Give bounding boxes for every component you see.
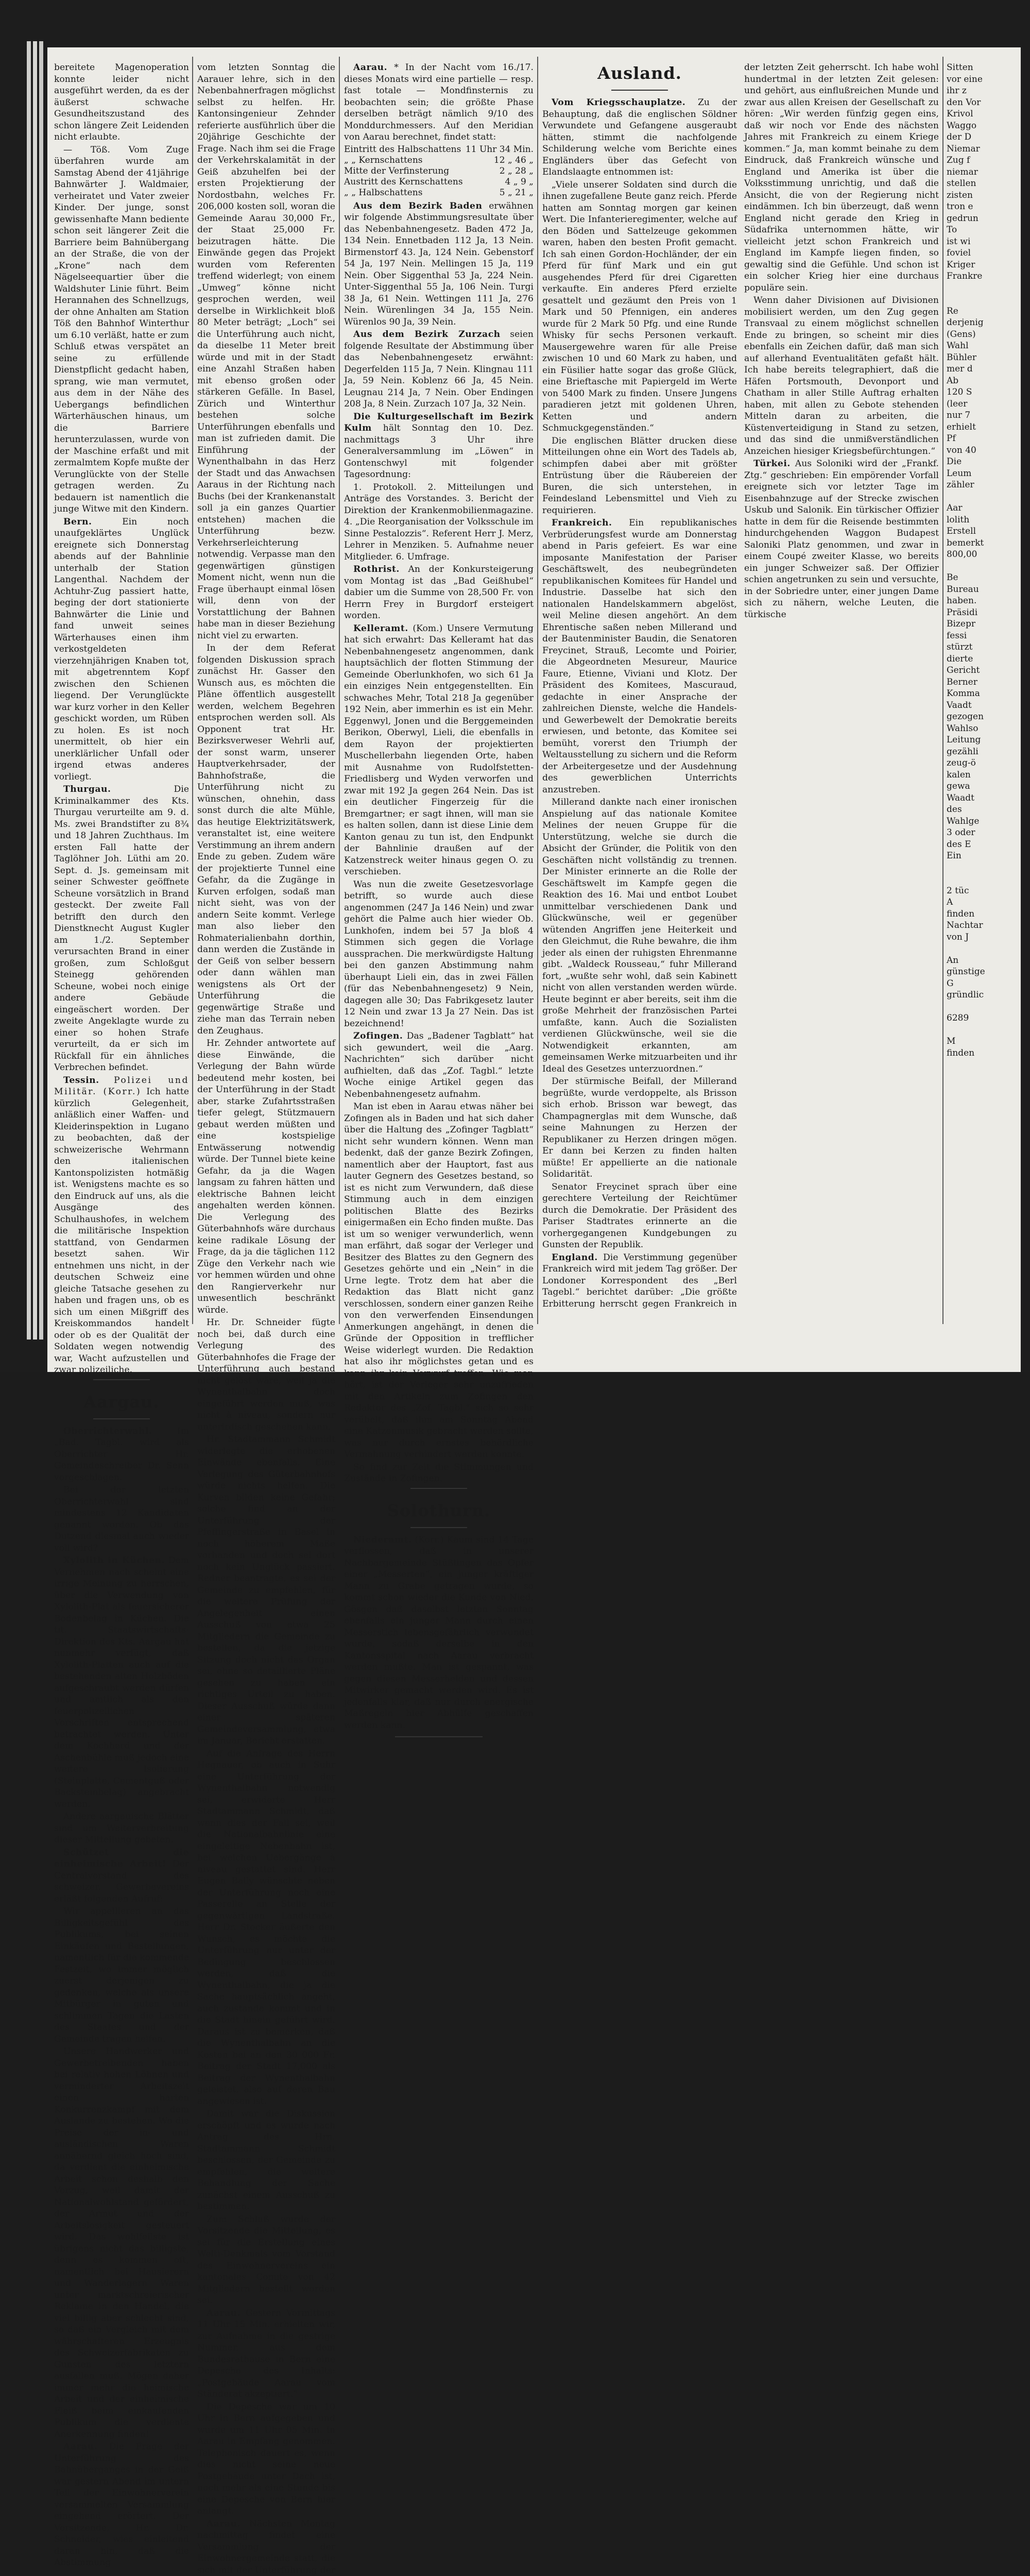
article-lead: Oberrichterwahl. [63,1426,152,1436]
fragment-line: Zug f [947,155,1019,166]
fragment-line: Präsidi [947,607,1019,619]
fragment-line: lolith [947,514,1019,526]
article-text: Nächsten Montag nachmittag findet eine Versammlung der Einwohnergemeinde statt, die sich mit der Unterführung der [197,2519,335,2576]
place-label: Aarau. [63,2442,97,2452]
fragment-line: Pf [947,433,1019,445]
article-text: Senator Freycinet sprach über eine gerechtere Verteilung der Reichtümer durch die Demokratie. Der Präsident des Pariser Stadtrates erinnerte an die vorhergegangenen Kundgebungen zu Gunsten der Republik. [542,1181,737,1251]
article-text: 1. Protokoll. 2. Mitteilungen und Anträge des Vorstandes. 3. Bericht der Direktion der Krankenmobilienmagazine. 4. „Die Reorganisation der Volksschule im Sinne Pestalozzis“. Referent Herr J. Merz, Lehrer in Menziken. 5. Aufnahme neuer Mitglieder. 6. Umfrage. [344,482,534,563]
article-text: Ich hatte kürzlich Gelegenheit, anläßlich einer Waffen- und Kleiderinspektion in Lugano zu beobachten, daß der schweizerische Wehrmann den italienischen Kantonspolizisten hotmäßig ist. Wenigstens machte es so den Eindruck auf uns, als die Ausgänge des Schulhaushofes, in welchem die militärische Inspektion stattfand, von Gendarmen besetzt sahen. Wir entnehmen uns nicht, in der deutschen Schweiz eine gleiche Tatsache gesehen zu haben und fragen uns, ob es sich um einen Mißgriff des Kreiskommandos handelt oder ob es der Qualität der Soldaten wegen notwendig war, Wacht aufzustellen und zwar polizeiliche. [54,1087,189,1375]
fragment-line: den Vor [947,97,1019,109]
article-text: (Korr.) Kaum sind 14 Tage verflossen, daß in unserer Nachbargemeinde Stüßlingen das Opfer einer „Messerten“, ein junger kräftiger Mann zu Grabe getragen wurde, so kommt schon wieder die Kunde von Nied. Gösgen daß daselbst letzten Sonntag ebenfalls ein junger Mann durch einen Messerstich lebensgefährlich verwundet wurde, sodaß derselbe in den Kantonsspital nach Aarau verbracht werden mußte. Man ist gespannt, was gegen diesen Messerhelden und dessen Mitwirker gemacht werden wird. Es ist jedenfalls klar, daß nur durch energische Maßregeln hier Abhülfe geschaffen werden kann. [344,1535,534,1731]
fragment-line: gewa [947,781,1019,792]
article-text: Hr. Zehnder antwortete auf diese Einwände, die Verlegung der Bahn würde bedeutend mehr kosten, bei der Unterführung in der Stadt aber, starke Zufahrtsstraßen tiefer gelegt, Stützmauern gebaut werden müßten und eine kostspielige Entwässerung notwendig würde. Der Tunnel biete keine Gefahr, da ja die Wagen langsam zu fahren hätten und elektrische Bahnen leicht angehalten werden können. Die Verlegung des Güterbahnhofs wäre durchaus keine radikale Lösung der Frage, da ja die täglichen 112 Züge den Verkehr nach wie vor hemmen würden und ohne den Rangierverkehr nur unwesentlich beschränkt würde. [197,1038,335,1316]
article-text: Ein noch unaufgeklärtes Unglück ereignete sich Donnerstag abends auf der Bahnlinie unterhalb der Station Langenthal. Nachdem der Achtuhr-Zug passiert hatte, beging der dort stationierte Bahnwärter die Linie und fand unweit seines Wärterhauses einen ihm verkostgeldeten vierzehnjährigen Knaben tot, mit abgetrenntem Kopf zwischen den Schienen liegend. Der Verunglückte war kurz vorher in den Keller geschickt worden, um Rüben zu holen. Es ist noch unermittelt, ob hier ein unerklärlicher Unfall oder irgend etwas anderes vorliegt. [54,517,189,782]
eclipse-phase: Austritt des Kernschattens [344,177,465,188]
fragment-line: Aar [947,502,1019,514]
section-heading-ausland: Ausland. [542,62,737,84]
column-divider [537,57,538,1324]
place-label: Aarau. [207,2308,241,2318]
binding-edge [33,41,37,1340]
article-text: Man ist eben in Aarau etwas näher bei Zofingen als in Baden und hat sich daher über die Haltung des „Zofinger Tagblatt“ nicht sehr wundern können. Wenn man bedenkt, daß der ganze Bezirk Zofingen, namentlich aber der Hauptort, fast aus lauter Gegnern des Gesetzes bestand, so ist es nicht zum Verwundern, daß diese Stimmung auch in dem einzigen politischen Blatte des Bezirks einigermaßen ein Echo finden mußte. Das ist um so weniger verwunderlich, wenn man erfährt, daß sogar der Verleger und Besitzer des Blattes zu den Gegnern des Gesetzes gehörte und ein „Nein“ in die Urne legte. Trotz dem hat aber die Redaktion das Blatt nicht ganz verschlossen, sondern einer ganzen Reihe von den verwerfenden Einsendungen Anmerkungen angehängt, in denen die Gründe der Opposition in trefflicher Weise widerlegt wurden. Die Redaktion hat also ihr möglichstes getan und es kann ihr kein Vorwurf treffen. Wie man hört, ist der Verleger sehr unzufrieden mit den Artikeln zum Zofingen den Redaktor des „Zof. Tagbl.“ sich so sehr verübelt, daß ihm am Sonntag Abend eine Katzenmusik gebracht werden sollte, was nur durch ernstes behördliche Vermahnung verhindert werden konnte. [344,1101,534,1461]
article-text: erwähnen wir folgende Abstimmungsresultate über das Nebenbahnengesetz. Baden 472 Ja, 134 Nein. Ennetbaden 112 Ja, 13 Nein. Birmenstorf 43. Ja, 124 Nein. Gebenstorf 54 Ja, 197 Nein. Mellingen 15 Ja, 119 Nein. Ober Siggenthal 53 Ja, 224 Nein. Unter-Siggenthal 55 Ja, 106 Nein. Turgi 38 Ja, 61 Nein. Wettingen 111 Ja, 276 Nein. Würenlingen 34 Ja, 155 Nein. Würenlos 90 Ja, 39 Nein. [344,201,534,327]
fragment-line: Leitung [947,734,1019,746]
article-rothrist [344,564,534,622]
article-text: Die Depesche war um 10 Uhr in Bern aufgegeben und wurde um 11 Uhr 05 Min. in Aarau in Empfang genommen. Telephonisch dauert es, wenn dies nicht seine neue Postgebäude unter Dach ist, noch mehr als eine Stunde bis eine Depesche von Bern hier anlangt. [197,2401,335,2517]
fragment-line: Bureau [947,584,1019,596]
article-thurgau [54,784,189,1074]
fragment-line: der D [947,131,1019,143]
article-text: „Viele unserer Soldaten sind durch die ihnen zugefallene Beute ganz reich. Pferde hatten am Sonntag morgen gar keinen Wert. Die Infanterieregimenter, welche auf den Böden und Sattelzeuge gekommen waren, haben den besten Profit gemacht. Ich sah einen Gordon-Hochländer, der ein Pferd für fünf Mark und ein gut ausgehendes Pferd für drei Cigaretten verkaufte. Ein anderes Pferd erzielte gesattelt und gezäumt den Preis von 1 Mark und 50 Pfennigen, ein anderes wurde für 2 Mark 50 Pfg. und eine Runde Whisky für sechs Personen verkauft. Mausergewehre waren für alle Preise zwischen 10 und 60 Mark zu haben, und ein Füsilier hatte sogar das große Glück, eine Brieftasche mit Papiergeld im Werte von 5400 Mark zu finden. Unsere Jungens paradieren jetzt mit goldenen Uhren, Ketten und andern Schmuckgegenständen.“ [542,179,737,434]
article-lead: Aus dem Bezirk Zurzach [353,329,501,340]
fragment-line: niemar [947,166,1019,178]
eclipse-phase: Eintritt des Halbschattens [344,144,465,155]
fragment-line: haben. [947,595,1019,607]
article-text: Ein republikanisches Verbrüderungsfest wurde am Donnerstag abend in Paris gefeiert. Es war eine imposante Manifestation der Pariser Geschäftswelt, des neubegründeten republikanischen Komitees für Handel und Industrie. Dasselbe hat sich den nationalen Handelskammern abgelöst, weil Meline diesen angehört. An dem Ehrentische saßen neben Millerand und der Bautenminister Baudin, die Senatoren Freycinet, Strauß, Lecomte und Poirier, die Abgeordneten Mesureur, Maurice Faure, Etienne, Viviani und Klotz. Der Präsident des Komitees, Mascuraud, gedachte in einer Ansprache der zahlreichen Dienste, welche die Handels- und Gewerbewelt der Demokratie bereits erwiesen, und betonte, das Komitee sei bemüht, vorerst den Triumph der Weltausstellung zu sichern und die Reform der Arbeitergesetze und der Ausdehnung des gewerblichen Unterrichts anzustreben. [542,518,737,795]
table-row [344,144,534,155]
article-zofingen [344,1030,534,1100]
fragment-line [947,862,1019,874]
table-row [344,188,534,198]
article-aarau-depesche [197,2308,335,2400]
article-lead: Aus dem Bezirk Baden [353,201,482,211]
eclipse-time: 5 „ 21 „ [465,188,534,198]
column-3 [344,62,534,1319]
article-xylolith [54,1555,189,1810]
eclipse-time: 2 „ 28 „ [465,166,534,177]
fragment-line: Sitten [947,62,1019,74]
fragment-line: Krivol [947,108,1019,120]
fragment-line: gezähli [947,746,1019,758]
article-kelleramt [344,623,534,878]
fragment-line: (Gens) [947,329,1019,341]
article-text: An der Konkursteigerung vom Montag ist das „Bad Geißhubel“ dabier um die Summe von 28,500 Fr. von Herrn Frey in Burgdorf ersteigert worden. [344,564,534,621]
section-rule [611,90,668,91]
fragment-line: finden [947,1047,1019,1059]
article-text: Zu der Behauptung, daß die englischen Söldner Verwundete und Gefangene ausgeraubt hätten, stimmt die nachfolgende Schilderung welche vom Berichte eines Engländers über das Gefecht von Elandslaagte entnommen ist: [542,97,737,177]
fragment-line: Re [947,306,1019,317]
fragment-line: Waggo [947,120,1019,132]
eclipse-timetable [344,144,534,198]
article-zurzach [344,329,534,410]
column-1 [54,62,189,1319]
fragment-line: Die [947,456,1019,468]
fragment-line: stürzt [947,641,1019,653]
article-text: Die Verstimmung gegenüber Frankreich wird mit jedem Tag größer. Der Londoner Korrespondent des „Berl Tagebl.“ berichtet darüber: „Die größte Erbitterung herrscht gegen Frankreich in der letzten Zeit geherrscht. Ich habe wohl hundertmal in der letzten Zeit gelesen: und gehört, aus einflußreichen Munde und zwar aus allen Kreisen der Gesellschaft zu hören: „Wir werden fünfzig gegen eins, daß wir noch vor Ende des nächsten Jahres mit Frankreich zu einem Kriege kommen.“ Ja, man kommt beinahe zu dem Eindruck, daß Frankreich wünsche und England und Amerika ist über die Volksstimmung unrichtig, und daß die Ansicht, die von der Regierung nicht eindämmen. Ich bin überzeugt, daß wenn England nicht gerade den Krieg in Südafrika unternommen hätte, wir vielleicht jetzt schon Frankreich und England im Kampfe liegen finden, so gewaltig sind die Gefühle. Und schon ist ein solcher Krieg hier eine durchaus populäre sein. [542,62,939,1309]
fragment-line: Kriger [947,259,1019,271]
article-text: Aus Soloniki wird der „Frankf. Ztg.“ geschrieben: Ein empörender Vorfall ereignete sich vor letzter Tage im Eisenbahnzuge auf der Strecke zwischen Uskub und Salonik. Ein türkischer Offizier hatte in dem für die Reisende bestimmten hindurchgehenden Waggon Budapest Saloniki Platz genommen, und zwar in einem Coupé zweiter Klasse, wo bereits ein junger Schweizer saß. Der Offizier schien angetrunken zu sein und versuchte, in der Sobriedre unter, einer jungen Dame sich zu nähern, welche Leuten, die türkische [744,459,939,620]
fragment-line: (leer [947,398,1019,410]
fragment-line: zähler [947,479,1019,491]
fragment-line [947,1001,1019,1013]
fragment-line: mer d [947,363,1019,375]
section-rule [93,1418,150,1419]
fragment-line: dierte [947,653,1019,665]
article-text: Zum Schluß wurde der Vorsitzende die Mitteilung, es sei für die Erstellung eines Welti-Denkmals vom Vorstand des Einwohnervereins ein kantonales Comite von 42 Mitgliedern bestellt worden sei. [197,2214,335,2307]
article-arbeit [54,1847,189,1905]
fragment-line: zisten [947,190,1019,201]
article-text: Hr. Dr. Schneider fügte noch bei, daß durch eine Verlegung des Güterbahnhofes die Frage der Unterführung auch bestand nicht gelöst wäre, weil ja die Wynenthalbahn doch eingeführt werden muß, was nicht à niveau, sondern nur unterirdisch geschehen kann. [197,1317,335,1433]
fragment-line [947,561,1019,572]
article-mondfinsternis [344,62,534,143]
fragment-line: Ein [947,850,1019,862]
article-text: Das „Badener Tagblatt“ hat sich gewundert, weil die „Aarg. Nachrichten“ sich darüber nicht aufhielten, daß das „Zof. Tagbl.“ letzte Woche einige Artikel gegen das Nebenbahnengesetz aufnahm. [344,1031,534,1099]
article-lead: Die Kulturgesellschaft im Bezirk Kulm [344,412,534,434]
article-aarau-montag [197,2518,335,2576]
article-text: * In der Nacht vom 16./17. dieses Monats wird eine partielle — resp. fast totale — Mondfinsternis zu beobachten sein; die größte Phase derselben beträgt nämlich 9/10 des Monddurchmessers. Auf den Meridian von Aarau berechnet, findet statt: [344,62,534,142]
column-2 [197,62,335,1319]
fragment-line: Waadt [947,792,1019,804]
fragment-line [947,294,1019,306]
fragment-line: vor eine [947,74,1019,86]
column-4 [542,62,939,1319]
fragment-line: foviel [947,247,1019,259]
article-text: Andere aargauische Blätter sind um Weiterverbreitung dieser Mitteilung gebeten. [54,1811,189,1846]
place-label: Thurgau. [63,784,111,794]
fragment-line: des E [947,839,1019,851]
fragment-line: derjenig [947,317,1019,329]
place-label: Aarau. [207,2519,241,2529]
fragment-line: ihr z [947,85,1019,97]
fragment-line: Vaadt [947,700,1019,711]
article-text: In der dem Referat folgenden Diskussion sprach zunächst Hr. Gasser den Wunsch aus, es möchten die Pläne öffentlich ausgestellt werden, welchem Begehren entsprochen werden soll. Als Opponent trat Hr. Bezirksverweser Wehrli auf, der sonst warm, unserer Hauptverkehrsader, der Bahnhofstraße, die Unterführung nicht zu wünschen, ohnehin, dass sonst durch die alte Mühle, das heutige Elektrizitätswerk, veranstaltet ist, eine weitere Verstimmung an ihrem andern Ende zu geben. Zudem wäre der projektierte Tunnel eine Gefahr, da die Zugänge in Kurven erfolgen, sodaß man nicht sieht, was von der andern Seite kommt. Verlege man also lieber den Rohmaterialienbahn dorthin, dann werden die Zustände in der Geiß von selber bessern oder dann wählen man wenigstens als Ort der Unterführung die gegenwärtige Straße und ziehe man das Terrain neben den Zeughaus. [197,642,335,1037]
fragment-line: A [947,896,1019,908]
fragment-line: 3 oder [947,827,1019,839]
article-text: Der Centralvorstand des schweizer. Gewerbevereins erläßt folgenden Aufruf: [54,1859,189,1904]
article-text: Die Frage der Unterführung des Bahnüberganges in der Geiß war gestern Abend im untern Teil der Einwohnerverein versammelten Versammlung eingehend erörtert. Der Vorsitzende, Hr. Dr. Schneider, wies einleitend daran hin, daß die Abstimmung [54,2442,189,2568]
fragment-line: ist wi [947,236,1019,248]
eclipse-phase: „ „ Halbschattens [344,188,465,198]
fragment-line: des [947,804,1019,816]
article-text: Millerand dankte nach einer ironischen Anspielung auf das nationale Komitee Melines der neuen Gruppe für die Unterstützung, welche sie durch die Absicht der Gründer, die Politik von den Geschäften nicht vollständig zu trennen. Der Minister erinnerte an die Rolle der Geschäftswelt im Kampfe gegen die Reaktion des 16. Mai und entbot Loubet unmittelbar verschiedenen Dank und Glückwünsche, weil er gegenüber wütenden Angriffen jene Heiterkeit und den Gleichmut, die Ruhe bewahre, die ihm jeder als einen der ruhigsten Ehrenmanne gibt. „Waldeck Rousseau,“ fuhr Millerand fort, „wußte sehr wohl, daß sein Kabinett nicht von allen verstanden werden würde. Heute beginnt er aber bereits, seit ihm die große Mehrheit der französischen Partei umfaßte, kann. Auch die Sozialisten verdienen Glückwünsche, weil sie die Notwendigkeit erkannten, am gemeinsamen Werke mitzuarbeiten und ihr Ideal des Gesetzes unterzuordnen.“ [542,796,737,1075]
place-label: Kelleramt. [353,623,408,634]
section-rule [410,1488,467,1489]
article-text: Gestern Vormittags 11 Uhr 15 Min. erhielten wir, zur Aufnahme in die gestrige Nummer, aus dem Bundesrathause in Bern eine Depesche des Inhalts: „Postgebäude Aarau vom Ständerat akzeptiert.“ [197,2308,335,2400]
fragment-line: An [947,955,1019,967]
article-text: Wir appellieren an das Billigkeitsgefühl des Publikums, bei seinen Einkäufen und Bestellungen, namentlich für die kommende Festzeit, wo immer möglich zuerst derjenigen zu gedenken, welche als unsere Mitbürger in guten und schlimmen Tagen die Lasten des Staates und der Gemeinde tragen helfen. [54,1906,189,2045]
fragment-line: fessi [947,630,1019,642]
article-text: Wenn daher Divisionen auf Divisionen mobilisiert werden, um den Zug gegen Transvaal zu einem möglichst schnellen Ende zu bringen, so scheint mir dies ebenfalls ein Zeichen dafür, daß man sich auf allerhand Eventualitäten gefaßt hält. Ich habe bereits telegraphiert, daß die Häfen Portsmouth, Devonport und Chatham in aller Stille Auftrag erhalten haben, mit allen zu Gebote stehenden Mitteln daran zu arbeiten, die Küstenverteidigung in Stand zu setzen, und das sind die unmißverständlichen Anzeichen hiesiger Kriegsbefürchtungen.“ [744,295,939,457]
article-text: Der stürmische Beifall, der Millerand begrüßte, wurde verdoppelte, als Brisson sich erhob. Brisson war bewegt, das Champagnerglas mit dem Wunsche, daß seine Mahnungen zu Herzen der Republikaner zu Herzen dringen mögen. Er dann bei Kerzen zu finden halten müßte! Er appellierte an die nationale Solidarität. [542,1076,737,1180]
article-text: seien folgende Resultate der Abstimmung über das Nebenbahnengesetz erwähnt: Degerfelden 115 Ja, 7 Nein. Klingnau 111 Ja, 59 Nein. Koblenz 66 Ja, 45 Nein. Leugnau 214 Ja, 7 Nein. Ober Endingen 208 Ja, 8 Nein. Zurzach 107 Ja, 32 Nein. [344,329,534,409]
article-kriegsschauplatz [542,97,737,178]
fragment-line: 2 tüc [947,885,1019,897]
place-label: Rothrist. [353,564,400,574]
article-lead: Schützet die einheimische Arbeit! [54,1848,189,1870]
fragment-line: To [947,224,1019,236]
article-frankreich [542,517,737,795]
article-text: So find zur Zeit die Stimmungen und Zustände in Zofingen. [344,1462,534,1485]
fragment-line: gedrun [947,213,1019,225]
fragment-line: von J [947,931,1019,943]
article-tuerkei [744,458,939,620]
fragment-line: 120 S [947,386,1019,398]
fragment-line: Be [947,572,1019,584]
eclipse-phase: Mitte der Verfinsterung [344,166,465,177]
place-label: Tessin. [63,1075,99,1086]
fragment-line: nur 7 [947,410,1019,421]
fragment-line: gezogen [947,711,1019,723]
place-label: Bern. [63,517,92,527]
fragment-line: Berner [947,676,1019,688]
article-text: Bei der letzten Oberrichterwahl sind mindestens 12 Kandidaten genannt worden. Ob das Dutzend diesmal auch wieder voll wird? [54,1484,189,1554]
article-subtitle: Polizei und Militär. (Korr.) [54,1075,189,1097]
article-text: (Kom.) Unsere Vermutung hat sich erwahrt: Das Kelleramt hat das Nebenbahnengesetz angenommen, dank hauptsächlich der flotten Stimmung der Gemeinde Oberlunkhofen, wo sich 61 Ja ein einziges Nein entgegenstellten. Ein schwaches Mehr, Total 218 Ja gegenüber 192 Nein, aber immerhin es ist ein Mehr. Eggenwyl, Jonen und die Berggemeinden Berikon, Oberwyl, Lieli, die ebenfalls in dem Rayon der projektierten Muschellerbahn liegenden Orte, haben mit Ausnahme von Rudolfstetten-Friedlisberg und Wyden verworfen und zwar mit 192 Ja gegen 264 Nein. Das ist ein deutlicher Fingerzeig für die Bremgartner; er sagt ihnen, will man sie es halten sollen, dann ist diese Linie dem Kanton genau zu tun ist, den Endpunkt der Bahnlinie draußen auf der Katzenstreck weiter hinaus gegen O. zu verschieben. [344,623,534,877]
article-text: Hr. Stadtammann Schmidt widerlegte die erhobenen Einwände ebenfalls. Eine Verlegung des Güterbahnhofs würde nichts helfen. Die Kurven bilden keine Gefahr; solche find an der Unterführung der Pfeffingerstraße in Basel in noch höherem Maße vorhanden und doch sei dort noch kein Unglück passiert. Redner beantragte, es sei der Gemeinde zu empfehlen, für die weitere Prüfung der Angelegenheit einen Ausschuß von etwa 25 Mitgliedern die Gemeinde zu bestellen, da die jetzige Sitzung doch nicht das Organ sei, ohne so detaillierte Pläne gesehen zu haben ein richtiges Urteil zu haben. Dieser Ausschuß würde dann einer späteren Gemeindeversammlung, etwa im Januar, Bericht erstatten. [197,1434,335,1747]
fragment-line: Bühler [947,352,1019,364]
section-rule [395,1736,483,1737]
fragment-line: günstige [947,966,1019,978]
table-row [344,177,534,188]
fragment-line: 6289 [947,1012,1019,1024]
article-text: vom letzten Sonntag die Aarauer lehre, sich in den Nebenbahnerfragen möglichst selbst zu helfen. Hr. Kantonsingenieur Zehnder referierte ausführlich über die 20jährige Geschichte der Frage. Nach ihm sei die Frage der Verkehrskalamität in der Geiß abzuhelfen bei der ersten Projektierung der Nordostbahn, welches Fr. 206,000 kosten soll, woran die Gemeinde Aarau 30,000 Fr., der Staat 25,000 Fr. beizutragen hätte. Die Einwände gegen das Projekt wurden vom Referenten treffend widerlegt; von einem „Umweg“ könne nicht gesprochen werden, weil derselbe in Wirklichkeit bloß 80 Meter beträgt; „Loch“ sei die Unterführung auch nicht, da dieselbe 11 Meter breit würde und mit in der Stadt eine Anzahl Straßen haben mit ebenso großen oder stärkeren Gefälle. In Basel, Zürich und Winterthur bestehen solche Unterführungen ebenfalls und man ist zufrieden damit. Die Einführung der Wynenthalbahn in das Herz der Stadt und das Anwachsen Aaraus in der Richtung nach Buchs (bei der Krankenanstalt soll ja ein ganzes Quartier entstehen) machen die Unterführung bezw. Verkehrserleichterung notwendig. Verpasse man den gegenwärtigen günstigen Moment nicht, wenn nun die Frage überhaupt einmal lösen will, denn von der Vorstattlichung der Bahnen habe man in dieser Beziehung nicht viel zu erwarten. [197,62,335,641]
eclipse-time: 11 Uhr 34 Min. [465,144,534,155]
article-tessin [54,1075,189,1376]
fragment-line: stellen [947,178,1019,190]
fragment-line [947,873,1019,885]
fragment-line [947,943,1019,955]
fragment-line: erhielt [947,421,1019,433]
fragment-line: Niemar [947,143,1019,155]
fragment-line: zeug-ö [947,757,1019,769]
eclipse-time: 12 „ 46 „ [465,155,534,166]
fragment-line: Wahlso [947,723,1019,735]
fragment-line: tron e [947,201,1019,213]
fragment-line: gründlic [947,989,1019,1001]
eclipse-time: 4 „ 9 „ [465,177,534,188]
fragment-line: Komma [947,688,1019,700]
fragment-line [947,1024,1019,1036]
table-row [344,155,534,166]
place-label: Zofingen. [353,1031,403,1041]
fragment-line: Nachtar [947,920,1019,931]
article-lead: Vom Kriegsschauplatze. [552,97,685,108]
article-baden [344,200,534,328]
fragment-line: 800,00 [947,549,1019,561]
fragment-line: von 40 [947,445,1019,456]
fragment-line: finden [947,908,1019,920]
article-text: Unsere Handwerker und Gewerbetreibenden haben bei relativ hohen Löhnen und verminderter Arbeitszeit einen harten Konkurrenzkampf mit dem Auslande zu bestehen. Wo die Preise der in- und ausländischen Waren annähernd gleich hoch sind, da verdient die einheimische Arbeit schon deshalb den Vorzug, weil damit der Nationalwohlstand gefördert, der Armut und der Arbeitslosigkeit gesteuert wird. Das wohlfeilste ist übrigens nicht das billigste, denn es kommen oft, namentlich bei Hausierern und Wanderlagern Waren unter marktschreierischer Reklame in den Handel, die viel billig aber schlecht sind, so daß ein Vergleich mit dem währschafteren Erzeugnis des Schweizerfabrikaten zu Gunsten des letztern ausfallen muß. Mögen daher immer mehr die heimische Arbeit und der einheimische Fleiß beim einkaufenden Publikum die verdiente Anerkennung finden! [54,2046,189,2440]
binding-edge [27,41,31,1340]
fragment-line: Wahl [947,340,1019,352]
article-oberrichterwahl [54,1426,189,1484]
article-text: Die Kriminalkammer des Kts. Thurgau verurteilte am 9. d. Ms. zwei Brandstifter zu 8¾ und 18 Jahren Zuchthaus. Im ersten Fall hatte der Taglöhner Joh. Lüthi am 20. Sept. d. Js. gemeinsam mit seiner Schwester geöffnete Scheune vorsätzlich in Brand gesteckt. Der zweite Fall betrifft den durch den Dienstknecht August Kugler am 1./2. September verursachten Brand in einer großen, zum Schloßgut Steinegg gehörenden Scheune, wobei noch einige andere Gebäude eingeäschert worden. Der zweite Angeklagte wurde zu einer so hohen Strafe verurteilt, da er sich im Rückfall für ein ähnliches Verbrechen befindet. [54,784,189,1073]
article-lead: Xylolith in Küchen. [63,1555,165,1566]
binding-edge [39,41,43,1340]
place-label: Niederamt. [353,1535,411,1545]
table-row [344,166,534,177]
article-toess: — Töß. Vom Zuge überfahren wurde am Samstag Abend der 41jährige Bahnwärter J. Waldmaier, verheiratet und Vater zweier Kinder. Der junge, sonst gewissenhafte Mann bediente schon seit längerer Zeit die Barriere beim Bahnübergang an der Straße, die von der „Krone“ nach dem Nägelseequartier über die Waldshuter Linie führt. Beim Herannahen des Schnellzugs, der ohne Anhalten am Station Töß den Bahnhof Winterthur um 6.10 verläßt, hatte er zum Schluß etwas verspätet an seine zu erfüllende Dienstpflicht gedacht haben, sprang, wie man vermutet, aus dem in der Nähe des Uebergangs befindlichen Wärterhäuschen hinaus, um die Barriere herunterzulassen, wurde von der Maschine erfaßt und mit zermalmtem Kopfe mußte der Verunglückte von der Stelle getragen werden. Zu bedauern ist namentlich die junge Witwe mit den Kindern. [54,144,189,515]
fragment-line: Leum [947,468,1019,480]
article-text: Dem Vernehmen nach scheint eine irrige Meinung zu herrschen, über die Verwendung von Xylolith-Plat als feuersicherer Bodenbelag in Küchen. Die tit. Staatswirtschafts-Direktion des Kts. Aargau hat nunmehr verfügt, daß Xylolith-Platten auch auf die bestehenden alten Holzböden aufgeschraubt werden dürfen und amtlich als den feuerpolizeilichen Vorschriften entsprechend betrachtet werden. Unter dem Kochherd und der Aschenbühle muß jedoch eine weitere Isolierung (Steinplatte, Cementguß oder Backsteinbelag) angebracht werden. [54,1555,189,1809]
fragment-line: Erstell [947,526,1019,537]
fragment-line: Frankre [947,270,1019,282]
article-text: hält Sonntag den 10. Dez. nachmittags 3 Uhr ihre Generalversammlung im „Löwen“ in Gontenschwyl mit folgender Tagesordnung: [344,423,534,480]
section-rule [410,1527,467,1528]
column-divider [942,57,943,1324]
fragment-line: M [947,1036,1019,1047]
article-text: Was nun die zweite Gesetzesvorlage betrifft, so wurde auch diese angenommen (247 Ja 146 Nein) und zwar gehört die Palme auch hier wieder Ob. Lunkhofen, indem bei 57 Ja bloß 4 Stimmen sich gegen die Vorlage aussprachen. Die merkwürdigste Haltung bei den ganzen Abstimmung nahm überhaupt Lieli ein, das in zwei Fällen (für das Nebenbahnengesetz) 9 Nein, dagegen alle 30; Das Fabrikgesetz lauter 12 Nein und zwar 13 Ja 27 Nein. Das ist bezeichnend! [344,879,534,1030]
article-text: Damit war die Diskussion erschöpft und es wurde nach Antrag des Hrn. Stadtammann Schmidt beschlossen, der Gemeinde zu empfehlen, die weitere Behandlung der Sache zunächst einem Ausschuß zu bestimmen. [197,2108,335,2213]
column-5-fragments [947,62,1019,1059]
section-heading-aargau: Aargau. [54,1391,189,1413]
place-label: Türkei. [753,459,791,469]
article-text: Auf die Anfrage des Herrn Hegnauer, ob auch in Suhr eine Unterführung der Wynenthalbahn notwendig sei, erwiderte Herr Stadtammann Schmidt, daß wenn dies der Fall sei, weil die Nationalbahnlinie eine eingeleitige Nebenbahn ist, bei welchen Uebergänge à niveau gestattet sind. Herr Eugen Bally wünschte neben der Unterführung noch eine Passerelle an Stelle der gegenwärtigen Landstraße. Herr Dr. Stocker äußerte den Wunsch, es möchte die Unterführung nur unter der Bedingung beschlossen werden, daß die Wynenthalbahn, die ja die Sache hauptsächlich angeht, auch zustande kommt und in die Stadt hinein geführt wird. Daraus ist zu bemerken, daß die Wynenthalbahn an die Kosten bei an den 30 000 Fr. Beitrag der Stadt 17,000 als Beitrag der Wynenthalbahn geleistet, also auf deren Bau angewiesen ist. [197,1748,335,2108]
article-text: Die englischen Blätter drucken diese Mitteilungen ohne ein Wort des Tadels ab, schimpfen dabei aber mit größter Entrüstung über die Räubereien der Buren, die sich unterstehen, in Feindesland Lebensmittel und Vieh zu requirieren. [542,435,737,517]
fragment-line: kalen [947,769,1019,781]
column-divider [339,57,340,1324]
place-label: England. [552,1252,598,1263]
article-text: bereitete Magenoperation konnte leider nicht ausgeführt werden, da es der äußerst schwache Gesundheitszustand des schon längere Zeit Leidenden nicht erlaubte. [54,62,189,143]
fragment-line: bemerkt [947,537,1019,549]
fragment-line [947,491,1019,503]
eclipse-phase: „ „ Kernschattens [344,155,465,166]
fragment-line: Bizepr [947,618,1019,630]
fragment-line: G [947,978,1019,990]
place-label: Frankreich. [552,518,612,528]
article-text: Im „Bad. Tagbl. wird als Oberrichter Hr. Gemeindeschreiber Dr. Senn vorgeschlagen. [54,1426,189,1483]
fragment-line: Wahlge [947,816,1019,827]
article-kulm [344,411,534,481]
section-heading-solothurn: Solothurn. [344,1499,534,1522]
fragment-line [947,282,1019,294]
fragment-line: Gericht [947,665,1019,676]
article-niederamt [344,1534,534,1732]
column-divider [192,57,193,1324]
section-rule [93,1379,150,1380]
article-aarau [54,2441,189,2569]
article-bern [54,516,189,783]
fragment-line: Ab [947,375,1019,387]
place-label: Aarau. [353,62,387,73]
